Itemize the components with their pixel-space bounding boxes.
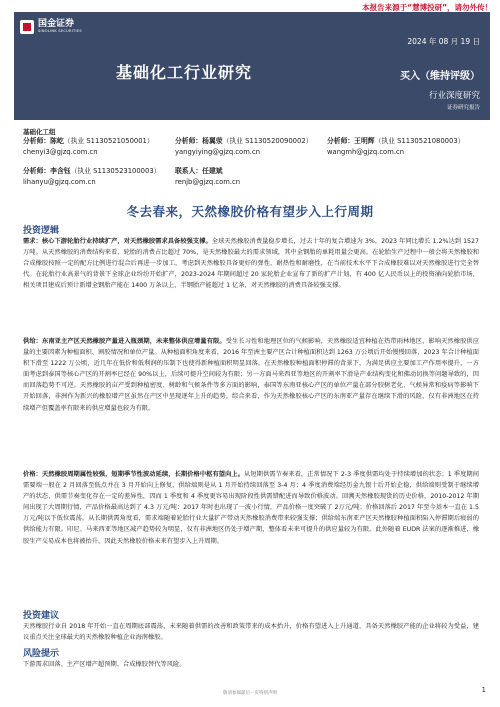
paragraph-advice: 天然橡胶行业自 2018 年开始一直在周期底部震荡，未来随着供需的改善和政策带来的成本抬升，价格有望进入上升通道，具备天然橡胶产能的企业将较为受益，建议重点关注全球最大的天然橡胶种植企业海南橡胶。 (23, 623, 479, 642)
analyst-cert: （执业 S1130523100003） (70, 167, 161, 175)
industry-title: 基础化工行业研究 (115, 63, 252, 82)
report-type: 行业深度研究 (428, 91, 480, 101)
report-header (14, 12, 490, 120)
paragraph-lead: 供给：东南亚主产区天然橡胶产量进入瓶颈期，未来整体供应增量有限。 (23, 338, 226, 345)
analyst-name: 分析师：李含钰 (23, 167, 71, 175)
analyst-card (23, 166, 160, 188)
paragraph-price (23, 469, 479, 547)
rating: 买入（维持评级） (400, 71, 480, 82)
paragraph-body: 受生长习性和地理区位的气候影响，天然橡胶适宜种植在热带雨林地区，影响天然橡胶供应量的主要因素为种植面积、割胶情况和单位产量。从种植面积角度来看，2016 年至洲主要产区合计种植面积达到 1263 万公顷后开始慢慢回落，2023 年合计种植面积下滑至 1222 万公顷，近几年在低价和低利润的压制下也使得新种植面积明显回落。在天然橡胶种植面积停滞的背景下，为满足供应主要加工产作用率提升，一方面考虑到泰国等核心产区的开割率已经在 90%以上，后续可提升空间较为有限；另一方面马来西亚等地区的开割率下滑是产业结构变化和佛动切换等问题导致的，因而回落趋势不可逆。天然橡胶的亩产受到种植密度、树龄和气候条件等多方面的影响，泰国等东南亚核心产区的单位产量在部分胶树老化、气候异常和疫病等影响下开始回落，非洲作为新兴的橡胶增产区虽然在产区中呈现逐年上升的趋势。综合来看，作为天然橡胶核心产区的东南亚产量存在继续下滑的风险，仅有非洲地区在持续增产但覆盖率有限来的供应增量也较为有限。 (23, 338, 479, 412)
section-heading-advice: 投资建议 (23, 611, 60, 621)
analyst-name: 分析师：陈屹 (23, 137, 64, 145)
logo-mark-icon (20, 20, 34, 34)
analyst-cert: （执业 S1130521080003） (374, 137, 465, 145)
analyst-card (175, 136, 312, 158)
company-logo (20, 19, 82, 34)
source-note: 本报告来源于“慧博投研”，请勿外传！ (362, 3, 492, 12)
logo-english: SINOLINK SECURITIES (38, 29, 82, 33)
paragraph-lead: 价格：天然橡胶周期属性较强，短期季节性波动延续，长期价格中枢有望向上。 (23, 471, 245, 478)
logo-name: 国金证券 (38, 19, 75, 29)
report-department: 证券研究报告 (446, 105, 480, 111)
paragraph-body: 全球天然橡胶消费量稳步增长，过去十年的复合增速为 3%，2023 年同比增长 1.2%达到 1527 万吨。从天然橡胶的消费结构来看，轮胎的消费占比超过 70%，是天然橡胶最大的需求领域，其中全钢胎的单耗用量会更高。在轮胎生产过程中一般会将天然橡胶和合成橡胶按照一定的配方比例进行混合后再进一步加工，考虑到天然橡胶具备更好的弹性、耐热性和耐磨性，在当前技术水平下合成橡胶难以对天然橡胶进行完全替代。在轮胎行业高景气的背景下全球企业纷纷开始扩产，2023-2024 年期间超过 20 家轮胎企业宣布了新的扩产计划，有 400 亿人民币以上的投资涌向轮胎市场，相关项目建成后预计新增全钢胎产能在 1400 万条以上，半钢胎产能超过 1 亿条，对天然橡胶的消费具备较强支撑。 (23, 238, 479, 290)
analyst-email[interactable]: chenyi3@gjzq.com.cn (23, 148, 98, 156)
analyst-cert: （执业 S1130521050001） (63, 137, 154, 145)
analyst-card (175, 166, 240, 188)
paragraph-risk: 下游需求回落、主产区增产超预期、合成橡胶替代等风险。 (23, 661, 186, 668)
analyst-email[interactable]: wangmh@gjzq.com.cn (327, 148, 405, 156)
analyst-email[interactable]: lihanyu@gjzq.com.cn (23, 178, 96, 186)
analyst-name: 分析师：王明辉 (327, 137, 375, 145)
section-heading-risk: 风险提示 (23, 649, 60, 659)
report-date: 2024 年 08 月 19 日 (407, 37, 480, 46)
team-label: 基础化工组 (23, 128, 56, 136)
analyst-name: 联系人：任建斌 (175, 167, 223, 175)
paragraph-supply (23, 336, 479, 414)
analyst-card (23, 136, 154, 158)
footer-disclaimer: 敬请参阅最后一页特别声明 (223, 691, 277, 696)
analyst-card (327, 136, 464, 158)
analyst-email[interactable]: yangyiying@gjzq.com.cn (175, 148, 261, 156)
page-number: 1 (481, 686, 486, 694)
report-title: 冬去春来，天然橡胶价格有望步入上行周期 (126, 204, 374, 219)
paragraph-lead: 需求：核心下游轮胎行业持续扩产，对天然橡胶需求具备较强支撑。 (23, 238, 212, 245)
section-heading-logic: 投资逻辑 (23, 226, 60, 236)
paragraph-demand (23, 236, 479, 291)
paragraph-body: 从短期供需节奏来看，正常情况下 2-3 季度供需均处于持续增加的状态；1 季度期间需要端一般在 2 月回落至低点并在 3 月开始向上修复，供给端则是从 1 月开始持续回落至 3-4 月；4 季度消费端经历金九银十后开始企稳，供给端则受制于继续增产的状态，供需节奏变化存在一定的差异性，因而 1 季度和 4 季度更容易出现阶段性供需错配进而导致价格波动。回溯天然橡胶现货的历史价格，2010-2012 年期间出现了大周期行情，产品价格最高达到了 4.3 万元/吨；2017 年时也出现了一波小行情，产品价格一度突破了 2万元/吨；价格回落后 2017 年至今基本一直在 1.5 万元/吨以下低位震荡。从长期供需角度看，需求端随着轮胎行业大量扩产带动天然橡胶消费带来较强支撑；供给端东南亚产区天然橡胶种植面积陷入停滞期后疲弱的供给能力有限。印尼、马来西亚等地区减产趋势较为明显，仅有非洲地区仍处于增产期，整体看未来可提升的供应量较为有限。此外随着 EUDR 法案的逐渐推进，橡胶生产交易成本也将被抬升，因此天然橡胶价格未来有望步入上升周期。 (23, 471, 479, 545)
analyst-name: 分析师：杨翼荥 (175, 137, 223, 145)
analyst-cert: （执业 S1130520090002） (222, 137, 313, 145)
analyst-email[interactable]: renjb@gjzq.com.cn (175, 178, 241, 186)
